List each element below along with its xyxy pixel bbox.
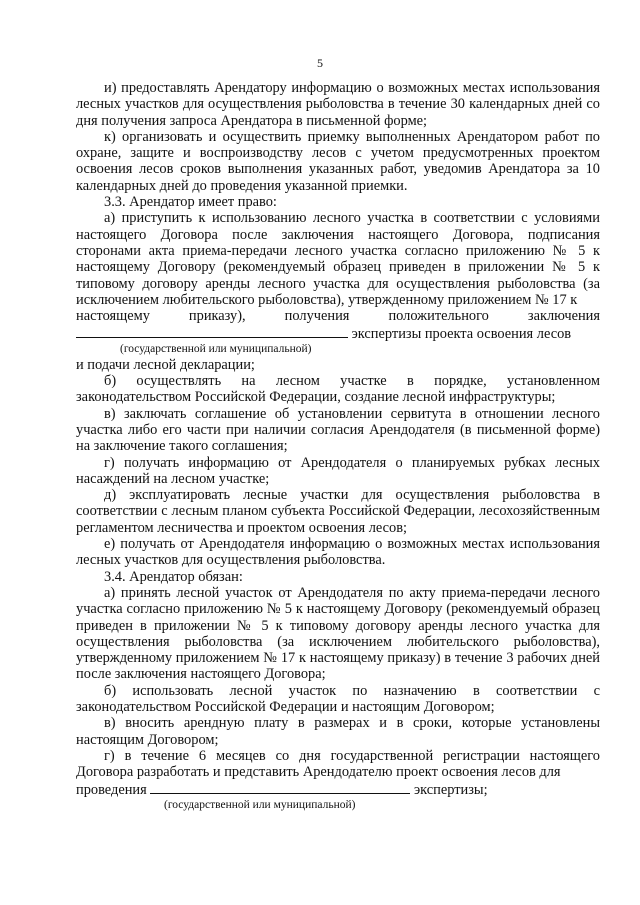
clause-3-4-a: а) принять лесной участок от Арендодателя по акту приема-передачи лесного участка согласно приложению № 5 к настоящему Договору (рекомендуемый образец приведен в приложении № 5 к типовому договору аренды лесного участка для осуществления рыболовства (за исключением любительского рыболовства), утвержденному приложением № 17 к настоящему приказу) в течение 3 рабочих дней после заключения настоящего Договора; bbox=[76, 584, 600, 683]
clause-3-2-i: и) предоставлять Арендатору информацию о возможных местах использования лесных участков для осуществления рыболовства в течение 30 календарных дней со дня получения запроса Арендатора в письменной форме; bbox=[76, 80, 600, 129]
clause-3-3-a-line: настоящему приказу), получения положительного заключения bbox=[76, 308, 600, 325]
clause-3-3-b: б) осуществлять на лесном участке в порядке, установленном законодательством Российской Федерации, создание лесной инфраструктуры; bbox=[76, 373, 600, 406]
page-number: 5 bbox=[317, 56, 323, 70]
blank-note: (государственной или муниципальной) bbox=[164, 798, 356, 811]
blank-fill-line bbox=[150, 780, 410, 794]
blank-fill-line bbox=[76, 324, 348, 338]
clause-3-3-a-line-end: экспертизы проекта освоения лесов bbox=[351, 326, 572, 343]
clause-3-3-a-fill-row bbox=[76, 324, 600, 342]
clause-3-4-g-line-start: проведения bbox=[76, 782, 147, 799]
clause-3-4-g: г) в течение 6 месяцев со дня государственной регистрации настоящего Договора разработать и представить Арендодателю проект освоения лесов для bbox=[76, 747, 600, 781]
clause-3-3-a-end: и подачи лесной декларации; bbox=[76, 356, 255, 373]
section-3-4-heading: 3.4. Арендатор обязан: bbox=[104, 568, 243, 585]
clause-3-3-e: е) получать от Арендодателя информацию о возможных местах использования лесных участков для осуществления рыболовства. bbox=[76, 536, 600, 569]
document-body bbox=[76, 80, 600, 813]
clause-3-4-b: б) использовать лесной участок по назначению в соответствии с законодательством Российской Федерации и настоящим Договором; bbox=[76, 682, 600, 715]
clause-3-4-v: в) вносить арендную плату в размерах и в сроки, которые установлены настоящим Договором; bbox=[76, 715, 600, 748]
clause-3-3-v: в) заключать соглашение об установлении сервитута в отношении лесного участка либо его части при наличии согласия Арендодателя (в письменной форме) на заключение такого соглашения; bbox=[76, 405, 600, 455]
clause-3-2-k: к) организовать и осуществить приемку выполненных Арендатором работ по охране, защите и воспроизводству лесов с учетом предусмотренных проектом освоения лесов сроков выполнения указанных работ, уведомив Арендатора за 10 календарных дней до проведения указанной приемки. bbox=[76, 128, 600, 194]
section-3-3-heading: 3.3. Арендатор имеет право: bbox=[104, 194, 277, 211]
clause-3-3-d: д) эксплуатировать лесные участки для осуществления рыболовства в соответствии с лесным планом субъекта Российской Федерации, лесохозяйственным регламентом лесничества и проектом освоения лесов; bbox=[76, 487, 600, 536]
clause-3-4-g-line-end: экспертизы; bbox=[413, 782, 488, 799]
clause-3-4-g-fill-row bbox=[76, 780, 600, 798]
clause-3-3-g: г) получать информацию от Арендодателя о планируемых рубках лесных насаждений на лесном участке; bbox=[76, 454, 600, 487]
clause-3-3-a: а) приступить к использованию лесного участка в соответствии с условиями настоящего Договора после заключения настоящего Договора, подписания сторонами акта приема-передачи лесного участка согласно приложению № 5 к настоящему Договору (рекомендуемый образец приведен в приложении № 5 к типовому договору аренды лесного участка для осуществления рыболовства (за исключением любительского рыболовства), утвержденному приложением № 17 к bbox=[76, 210, 600, 308]
blank-note: (государственной или муниципальной) bbox=[120, 342, 312, 355]
